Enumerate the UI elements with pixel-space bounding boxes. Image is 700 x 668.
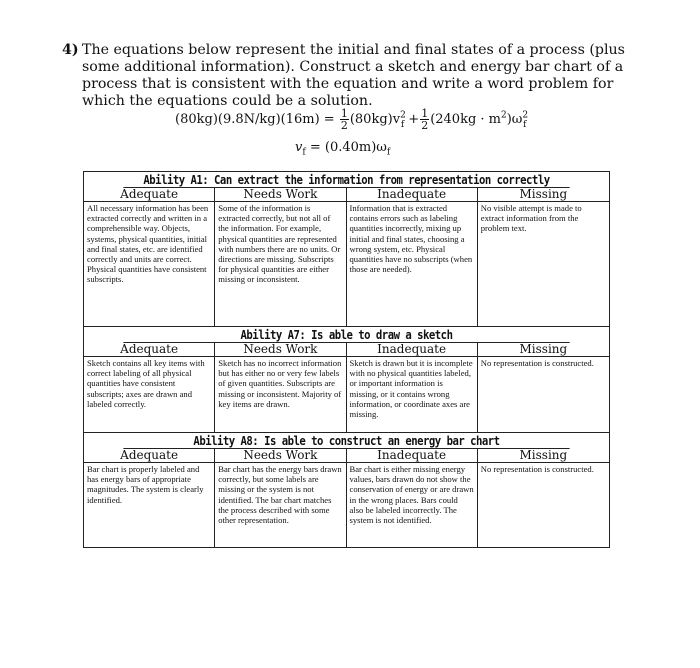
eq1-left: (80kg)(9.8N/kg)(16m) = — [175, 112, 335, 127]
problem-text: The equations below represent the initial and final states of a process (plus some additional information). Construct a sketch and energy bar chart of a process that is consistent with the equation and write a word problem for which the equations could be a solution. — [82, 42, 625, 109]
fraction-half-2: $\frac{1}{2}$ — [421, 107, 429, 132]
header-inadequate: Inadequate — [347, 449, 478, 462]
header-inadequate: Inadequate — [347, 343, 478, 356]
header-adequate: Adequate — [84, 188, 215, 201]
eq2-rhs: = (0.40m)ω — [309, 140, 387, 155]
rubric-table — [83, 171, 610, 548]
problem-number: 4) — [62, 42, 79, 58]
a1-needs-work: Some of the information is extracted correctly, but not all of the information. For example, physical quantities are represented with numbers there are no units. Or directions are missing. Subscripts for physical quantities are either missing or inconsistent. — [215, 202, 346, 326]
header-adequate: Adequate — [84, 343, 215, 356]
eq2-lhs: v — [295, 140, 303, 155]
a1-adequate: All necessary information has been extracted correctly and written in a comprehensible way. Objects, systems, physical quantities, initial and final states, etc. are identified correctly and units are correct. Physical quantities have consistent subscripts. — [84, 202, 215, 326]
a8-missing: No representation is constructed. — [480, 464, 594, 474]
ability-a1-header-row — [84, 188, 609, 202]
ability-a8-header-row — [84, 449, 609, 463]
header-adequate: Adequate — [84, 449, 215, 462]
a7-inadequate: Sketch is drawn but it is incomplete with no physical quantities labeled, or important information is missing, or it contains wrong information, or coordinate axes are missing. — [347, 357, 478, 432]
fraction-half: $\frac{1}{2}$ — [340, 107, 348, 132]
ability-a7-header-row — [84, 343, 609, 357]
header-missing: Missing — [519, 342, 568, 356]
header-inadequate: Inadequate — [347, 188, 478, 201]
a7-missing: No representation is constructed. — [480, 358, 594, 368]
ability-a8-title: Ability A8: Is able to construct an energy bar chart — [123, 433, 569, 449]
ability-a7-row — [84, 357, 609, 433]
eq1-right: (240kg · m — [430, 112, 501, 127]
a1-inadequate: Information that is extracted contains errors such as labeling quantities incorrectly, mixing up initial and final states, choosing a wrong system, etc. Physical quantities have no subscripts (when those are needed). — [347, 202, 478, 326]
header-needs-work: Needs Work — [215, 449, 346, 462]
ability-a8-row — [84, 463, 609, 547]
header-missing: Missing — [519, 187, 568, 201]
a1-missing: No visible attempt is made to extract information from the problem text. — [480, 203, 582, 234]
eq1-mid: (80kg)v — [349, 112, 401, 127]
a7-needs-work: Sketch has no incorrect information but has either no or very few labels of given quantities. Subscripts are missing or inconsistent. Majority of key items are drawn. — [215, 357, 346, 432]
problem-statement — [62, 42, 637, 110]
a8-needs-work: Bar chart has the energy bars drawn correctly, but some labels are missing or the system is not identified. The bar chart matches the process described with some other representation. — [215, 463, 346, 547]
a8-adequate: Bar chart is properly labeled and has energy bars of appropriate magnitudes. The system is clearly identified. — [84, 463, 215, 547]
ability-a7-title: Ability A7: Is able to draw a sketch — [123, 327, 569, 343]
a7-adequate: Sketch contains all key items with correct labeling of all physical quantities have consistent subscripts; axes are drawn and labeled correctly. — [84, 357, 215, 432]
velocity-equation: $v_f = (0.40m)\omega_f$ — [295, 140, 391, 158]
a8-inadequate: Bar chart is either missing energy values, bars drawn do not show the conservation of energy or are drawn in the wrong places. Bars could also be labeled incorrectly. The system is not identified. — [347, 463, 478, 547]
header-missing: Missing — [519, 448, 568, 462]
ability-a1-row — [84, 202, 609, 327]
ability-a1-title: Ability A1: Can extract the information from representation correctly — [123, 172, 569, 188]
header-needs-work: Needs Work — [215, 188, 346, 201]
header-needs-work: Needs Work — [215, 343, 346, 356]
energy-equation: (80kg)(9.8N/kg)(16m) = $\frac{1}{2}$ $(80kg)v^2_f$ + $\frac{1}{2}$ $(240kg \cdot m^2)\omega^2_f$ — [175, 107, 529, 132]
